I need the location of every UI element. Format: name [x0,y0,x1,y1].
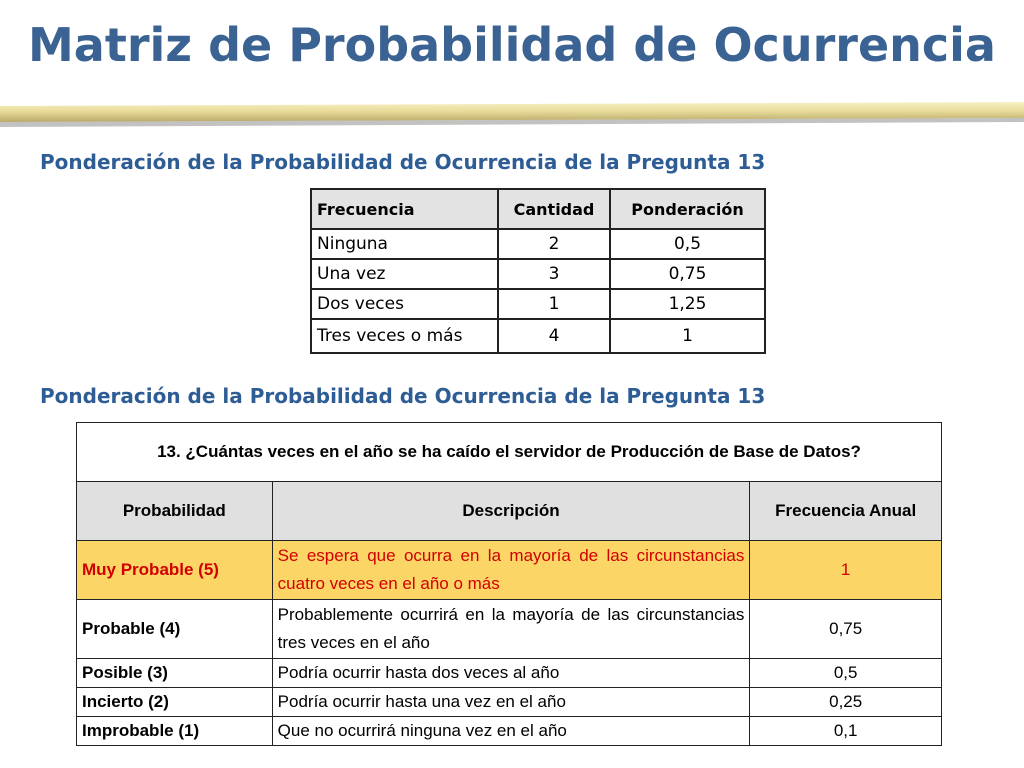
table-cell: 1,25 [610,289,765,319]
section-title-1: Ponderación de la Probabilidad de Ocurrencia de la Pregunta 13 [40,150,766,174]
table-row-highlighted [77,541,942,600]
table-cell: Una vez [311,259,498,289]
table-cell: 1 [610,319,765,353]
table-row [311,289,765,319]
column-header: Frecuencia Anual [750,482,942,541]
probability-label: Muy Probable (5) [77,541,273,600]
probability-label: Posible (3) [77,659,273,688]
table-row [77,688,942,717]
page-title: Matriz de Probabilidad de Ocurrencia [28,18,996,72]
title-divider [0,100,1024,128]
section-title-2: Ponderación de la Probabilidad de Ocurrencia de la Pregunta 13 [40,384,766,408]
table-row [77,659,942,688]
question-text: 13. ¿Cuántas veces en el año se ha caído el servidor de Producción de Base de Datos? [77,423,942,482]
description-cell: Probablemente ocurrirá en la mayoría de las circunstancias tres veces en el año [272,600,750,659]
probability-label: Improbable (1) [77,717,273,746]
question-row [77,423,942,482]
column-header: Probabilidad [77,482,273,541]
table-row [77,600,942,659]
frequency-table [310,188,766,354]
table-row [311,319,765,353]
column-header: Frecuencia [311,189,498,229]
frequency-cell: 0,5 [750,659,942,688]
table-header-row [311,189,765,229]
table-row [311,259,765,289]
probability-label: Probable (4) [77,600,273,659]
table-cell: 3 [498,259,610,289]
table-header-row [77,482,942,541]
table-row [311,229,765,259]
column-header: Cantidad [498,189,610,229]
description-cell: Podría ocurrir hasta dos veces al año [272,659,750,688]
probability-matrix-table [76,422,942,746]
frequency-cell: 0,25 [750,688,942,717]
frequency-cell: 0,75 [750,600,942,659]
frequency-cell: 1 [750,541,942,600]
table-cell: 0,5 [610,229,765,259]
table-cell: 4 [498,319,610,353]
column-header: Descripción [272,482,750,541]
table-row [77,717,942,746]
table-cell: Tres veces o más [311,319,498,353]
description-cell: Podría ocurrir hasta una vez en el año [272,688,750,717]
description-cell: Se espera que ocurra en la mayoría de las circunstancias cuatro veces en el año o más [272,541,750,600]
description-cell: Que no ocurrirá ninguna vez en el año [272,717,750,746]
table-cell: Ninguna [311,229,498,259]
probability-label: Incierto (2) [77,688,273,717]
table-cell: 0,75 [610,259,765,289]
table-cell: 2 [498,229,610,259]
column-header: Ponderación [610,189,765,229]
table-cell: 1 [498,289,610,319]
table-cell: Dos veces [311,289,498,319]
frequency-cell: 0,1 [750,717,942,746]
